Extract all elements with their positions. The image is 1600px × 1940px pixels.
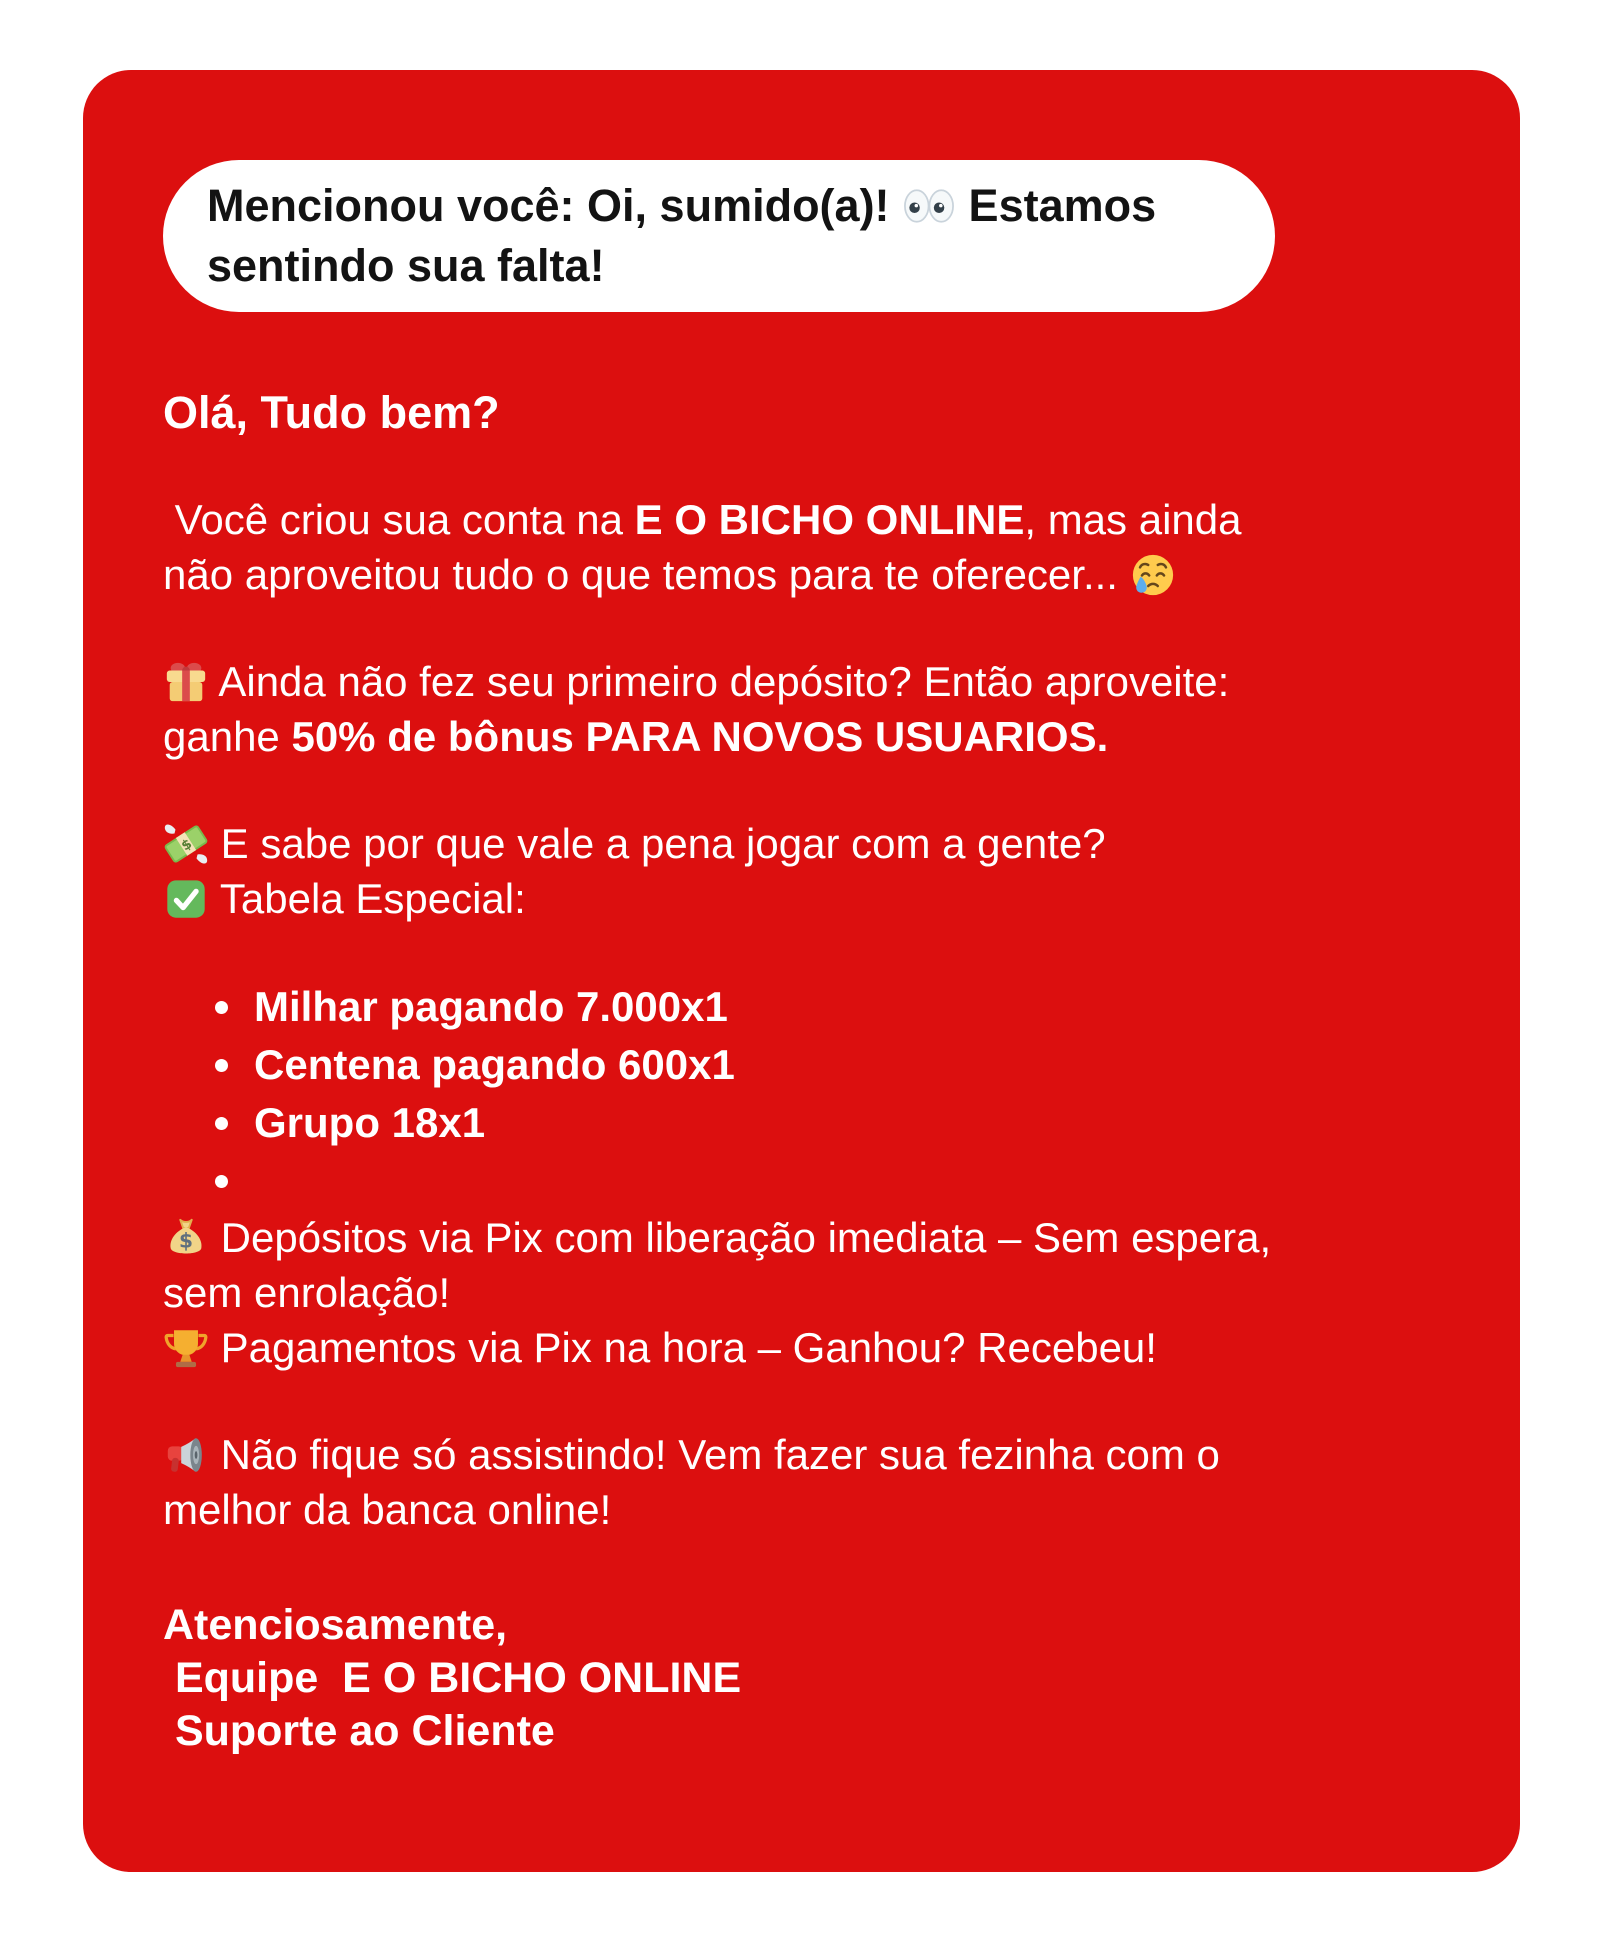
- deposit-offer-line-1: [163, 654, 1450, 709]
- signature-support: Suporte ao Cliente: [163, 1707, 555, 1755]
- special-table-heading-line: [163, 871, 1450, 926]
- money-bag-emoji-icon: [163, 1215, 209, 1261]
- pill-text-before: Mencionou você: Oi, sumido(a)!: [207, 180, 903, 231]
- money-with-wings-emoji-icon: [163, 821, 209, 867]
- intro-line-2-text: não aproveitou tudo o que temos para te oferecer...: [163, 551, 1130, 598]
- cta-text: Não fique só assistindo! Vem fazer sua fezinha com o: [209, 1431, 1220, 1478]
- signature-team: Equipe E O BICHO ONLINE: [163, 1654, 742, 1702]
- why-play-paragraph: [163, 816, 1450, 926]
- benefits-line-1: [163, 1210, 1450, 1265]
- bonus-text-start: ganhe: [163, 713, 292, 760]
- benefits-line-2: sem enrolação!: [163, 1269, 451, 1316]
- signature-block: [163, 1599, 1450, 1758]
- cta-paragraph: [163, 1427, 1450, 1537]
- crying-face-emoji-icon: [1130, 552, 1176, 598]
- list-item-text: Centena pagando 600x1: [254, 1041, 735, 1088]
- benefits-payments-text: Pagamentos via Pix na hora – Ganhou? Recebeu!: [209, 1324, 1157, 1371]
- bullet-dot: [215, 1001, 228, 1014]
- cta-line-1: [163, 1427, 1450, 1482]
- megaphone-emoji-icon: [163, 1432, 209, 1478]
- bullet-dot: [215, 1059, 228, 1072]
- deposit-offer-line-2: [163, 709, 1450, 764]
- list-item-grupo: [163, 1094, 1450, 1152]
- check-mark-emoji-icon: [163, 876, 209, 922]
- benefits-paragraph: [163, 1210, 1450, 1375]
- why-play-line-1: [163, 816, 1450, 871]
- benefits-deposits-text: Depósitos via Pix com liberação imediata – Sem espera,: [209, 1214, 1272, 1261]
- why-play-text: E sabe por que vale a pena jogar com a gente?: [209, 820, 1106, 867]
- special-table-heading-text: Tabela Especial:: [209, 875, 526, 922]
- trophy-emoji-icon: [163, 1325, 209, 1371]
- list-item-milhar: [163, 978, 1450, 1036]
- list-item-text: Milhar pagando 7.000x1: [254, 983, 728, 1030]
- intro-line-2: [163, 547, 1450, 602]
- list-item-text: Grupo 18x1: [254, 1099, 486, 1146]
- bonus-text-bold: 50% de bônus PARA NOVOS USUARIOS.: [291, 713, 1109, 760]
- greeting-heading: Olá, Tudo bem?: [163, 387, 500, 438]
- intro-paragraph: [163, 492, 1450, 602]
- intro-text-start: Você criou sua conta na: [163, 496, 635, 543]
- special-table-list: [163, 978, 1450, 1210]
- list-item-centena: [163, 1036, 1450, 1094]
- signature-closing: Atenciosamente,: [163, 1601, 508, 1649]
- deposit-offer-text: Ainda não fez seu primeiro depósito? Então aproveite:: [209, 658, 1230, 705]
- benefits-line-3: [163, 1320, 1450, 1375]
- pill-line-2: sentindo sua falta!: [207, 240, 605, 291]
- list-item-empty: [163, 1152, 1450, 1210]
- eyes-emoji-icon: [902, 185, 956, 227]
- intro-line-1: [163, 492, 1450, 547]
- pill-text-after: Estamos: [956, 180, 1157, 231]
- gift-emoji-icon: [163, 659, 209, 705]
- brand-name: E O BICHO ONLINE: [634, 496, 1025, 543]
- pill-line-1: [207, 176, 1231, 236]
- promo-card: [83, 70, 1520, 1872]
- deposit-offer-paragraph: [163, 654, 1450, 764]
- mention-notification-pill: [163, 160, 1275, 312]
- bullet-dot: [215, 1117, 228, 1130]
- bullet-dot: [215, 1175, 228, 1188]
- intro-text-end: , mas ainda: [1024, 496, 1242, 543]
- cta-line-2: melhor da banca online!: [163, 1486, 612, 1533]
